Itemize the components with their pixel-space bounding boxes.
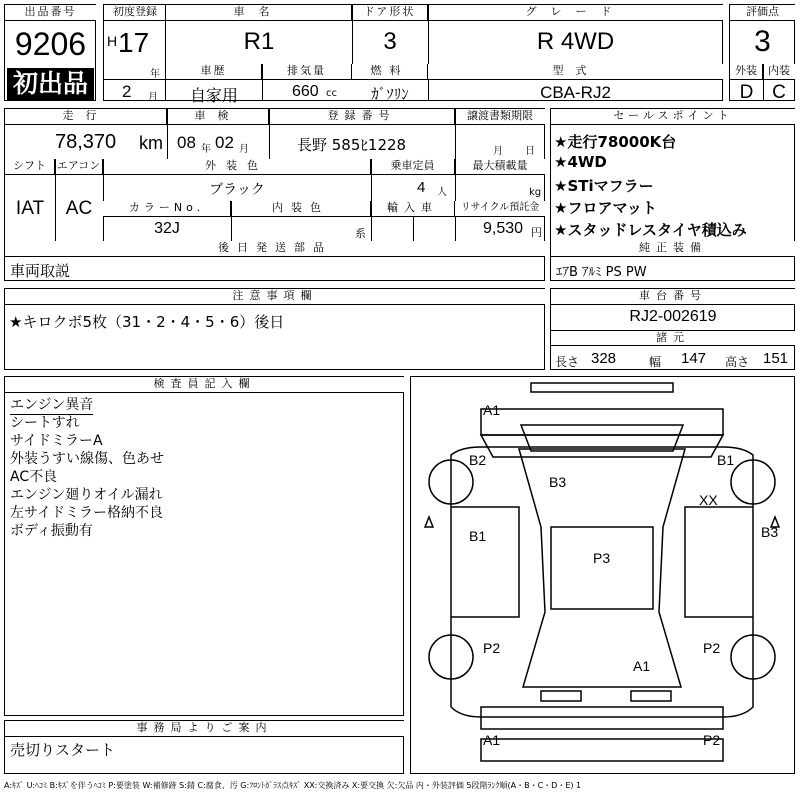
mark-a1-rear: A1	[633, 658, 651, 674]
int-grade-label: 内装	[763, 64, 795, 80]
length-label: 長さ	[555, 355, 580, 369]
capacity-label: 乗車定員	[371, 159, 455, 175]
dimensions-label: 諸元	[551, 330, 795, 346]
fuel-label: 燃料	[352, 64, 428, 80]
mark-b2-left: B2	[469, 452, 487, 468]
mark-b3-right: B3	[761, 524, 779, 540]
exterior-color-label: 外装色	[103, 159, 371, 175]
first-sale-badge: 初出品	[7, 68, 94, 100]
transfer-label: 譲渡書類期限	[455, 109, 545, 125]
shift: IAT	[15, 198, 45, 219]
displacement: 660	[292, 83, 319, 100]
car-name-label: 車名	[166, 5, 352, 21]
ext-grade: D	[739, 82, 754, 103]
chassis-label: 車台番号	[551, 289, 795, 305]
inspector-note: 左サイドミラー格納不良	[10, 505, 164, 521]
chassis-number: RJ2-002619	[629, 308, 717, 325]
recycle-fee: 9,530	[483, 220, 524, 237]
later-parts: 車両取説	[10, 262, 71, 280]
rear-bumper	[481, 707, 723, 729]
capacity: 4	[417, 179, 426, 196]
inspector-note: AC不良	[10, 469, 58, 485]
mark-b3-roof: B3	[549, 474, 567, 490]
import-label: 輸入車	[371, 201, 455, 217]
color-no-label: カラーNo.	[103, 201, 231, 217]
spec-table	[4, 108, 545, 281]
width-value: 147	[681, 350, 707, 367]
rear-bottom	[481, 739, 723, 761]
later-parts-label: 後日発送部品	[5, 241, 545, 257]
mark-p3-center: P3	[593, 550, 611, 566]
mark-xx-right: XX	[699, 492, 718, 508]
sales-points-label: セールスポイント	[551, 109, 795, 125]
car-name: R1	[243, 28, 275, 55]
hood	[481, 435, 723, 457]
mileage-unit: km	[139, 133, 163, 153]
reg-month-unit: 月	[148, 92, 158, 103]
reg-year-unit: 年	[150, 69, 160, 80]
ext-grade-label: 外装	[730, 64, 763, 80]
door-label: ドア形状	[352, 5, 428, 21]
recycle-unit: 円	[531, 226, 542, 239]
office-block	[4, 720, 404, 774]
roof	[551, 527, 653, 609]
genuine-equipment: ｴｱB ｱﾙﾐ PS PW	[556, 265, 647, 280]
inspector-note: サイドミラーA	[10, 433, 103, 449]
front-bumper-strip	[531, 383, 673, 392]
door-type: 3	[383, 28, 397, 55]
reg-label: 初度登録	[104, 5, 166, 21]
mileage: 78,370	[55, 131, 117, 153]
body-outline	[451, 447, 753, 717]
int-grade: C	[772, 82, 786, 103]
vehicle-block	[165, 4, 723, 105]
reg-year: 17	[118, 27, 150, 58]
inspector-block	[4, 376, 404, 716]
model-label: 型式	[428, 64, 723, 80]
ac: AC	[65, 198, 93, 219]
score: 3	[754, 25, 771, 58]
width-label: 幅	[649, 355, 662, 369]
office-label: 事務局よりご案内	[5, 721, 404, 737]
notes-label: 注意事項欄	[5, 289, 545, 305]
car-diagram	[411, 377, 794, 773]
lot-label: 出品番号	[5, 5, 96, 21]
model: CBA-RJ2	[540, 83, 611, 102]
mark-a1-top: A1	[483, 402, 501, 418]
notes-block	[4, 288, 545, 370]
inspector-note: エンジン廻りオイル漏れ	[10, 487, 163, 503]
max-load-unit: kg	[529, 187, 542, 198]
length-value: 328	[591, 350, 617, 367]
inspector-note: シートすれ	[10, 415, 80, 431]
mark-p2-right: P2	[703, 640, 721, 656]
transfer-month-unit: 月	[493, 146, 503, 157]
damage-diagram	[410, 376, 795, 774]
legend: A:ｷｽﾞ U:ﾍｺﾐ B:ｷｽﾞを伴うﾍｺﾐ P:要塗装 W:補修跡 S:錆 C:腐食、汚 G:ﾌﾛﾝﾄｶﾞﾗｽ点ｷｽﾞ XX:交換済み X:要交換 欠:欠品 内・外装評価 5段階ﾗﾝｸ順(A・B・C・D・E) 1	[4, 781, 582, 790]
insp-year: 08	[177, 133, 196, 152]
ac-label: エアコン	[55, 159, 103, 175]
reg-era: H	[107, 33, 118, 49]
cabin	[519, 449, 685, 687]
exterior-color: ブラック	[209, 182, 265, 198]
score-block	[729, 4, 795, 101]
transfer-day-unit: 日	[525, 146, 535, 157]
chassis-block	[550, 288, 795, 370]
mark-b1-left: B1	[469, 528, 487, 544]
mark-p2-bottom: P2	[703, 732, 721, 748]
score-label: 評価点	[730, 5, 795, 21]
reg-month: 2	[122, 82, 132, 101]
sales-point-item: ★STiマフラー	[554, 177, 654, 195]
mark-b1-right: B1	[717, 452, 735, 468]
sales-point-item: ★スタッドレスタイヤ積込み	[554, 221, 747, 239]
height-label: 高さ	[725, 355, 750, 369]
lot-number: 9206	[14, 26, 87, 62]
front-bumper	[481, 409, 723, 435]
left-door	[451, 507, 519, 617]
interior-color-unit: 系	[355, 227, 366, 240]
office-text: 売切りスタート	[10, 741, 116, 759]
color-no: 32J	[154, 220, 180, 237]
grade: R 4WD	[536, 28, 615, 55]
displacement-unit: cc	[326, 88, 337, 99]
mark-p2-left: P2	[483, 640, 501, 656]
right-door	[685, 507, 753, 617]
recycle-label: リサイクル預託金	[455, 201, 545, 217]
genuine-equipment-label: 純正装備	[551, 241, 795, 257]
inspector-note: ボディ振動有	[10, 523, 93, 539]
capacity-unit: 人	[437, 187, 447, 198]
shift-label: シフト	[5, 159, 55, 175]
mark-a1-bottom: A1	[483, 732, 501, 748]
notes-text: ★キロクボ5枚（31・2・4・5・6）後日	[9, 313, 285, 331]
history: 自家用	[189, 86, 238, 105]
insp-month-unit: 月	[239, 144, 249, 155]
inspector-note: エンジン異音	[10, 397, 94, 413]
insp-month: 02	[215, 133, 234, 152]
lot-number-block	[4, 4, 96, 101]
displacement-label: 排気量	[262, 64, 352, 80]
mileage-label: 走行	[5, 109, 167, 125]
sales-point-item: ★走行78000K台	[554, 133, 677, 151]
interior-color-label: 内装色	[231, 201, 371, 217]
fuel: ｶﾞｿﾘﾝ	[371, 85, 409, 103]
height-value: 151	[763, 350, 789, 367]
sales-points-block	[550, 108, 795, 281]
rear-light-right	[631, 691, 671, 701]
rear-light-left	[541, 691, 581, 701]
plate-label: 登録番号	[269, 109, 455, 125]
plate: 長野 585ﾋ1228	[297, 136, 407, 154]
history-label: 車歴	[166, 64, 262, 80]
sales-point-item: ★4WD	[554, 153, 607, 171]
inspector-note: 外装うすい線傷、色あせ	[10, 451, 164, 467]
max-load-label: 最大積載量	[455, 159, 545, 175]
sales-point-item: ★フロアマット	[554, 199, 657, 217]
grade-label: グレード	[428, 5, 723, 21]
inspector-label: 検査員記入欄	[5, 377, 404, 393]
first-registration-block	[103, 4, 166, 101]
insp-year-unit: 年	[201, 144, 211, 155]
inspection-label: 車検	[167, 109, 269, 125]
mirror-left	[425, 517, 433, 527]
